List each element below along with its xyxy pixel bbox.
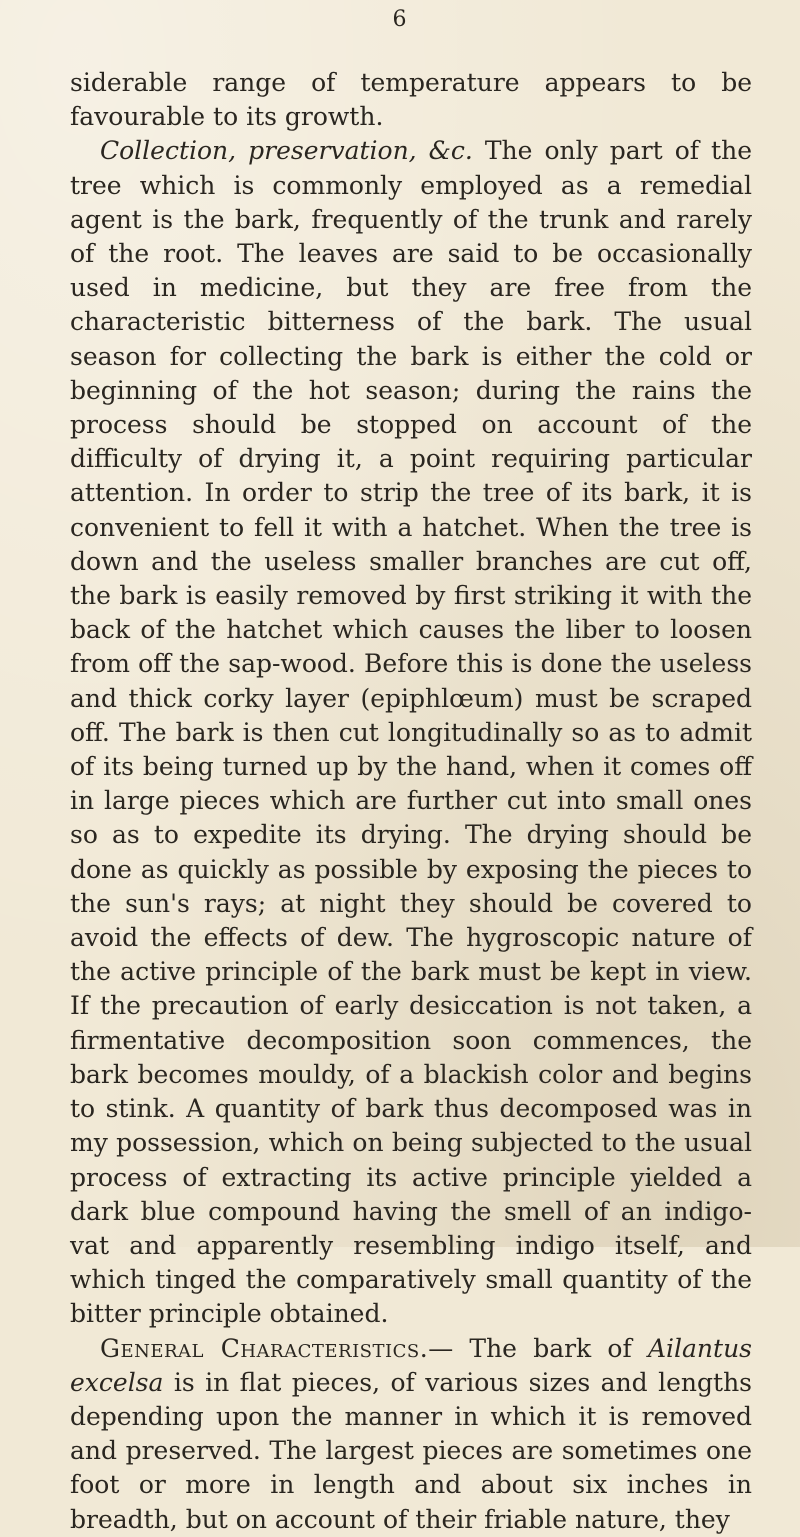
paragraph-text: siderable range of temperature appears to be favourable to its growth. bbox=[70, 68, 752, 132]
paragraph-collection bbox=[70, 134, 752, 1331]
paragraph-continuation bbox=[70, 66, 752, 134]
species-name: Ailantus excelsa bbox=[70, 1333, 752, 1397]
paragraph-general-characteristics bbox=[70, 1332, 752, 1537]
section-heading-collection: Collection, preservation, &c. bbox=[100, 136, 473, 166]
page-number: 6 bbox=[392, 7, 408, 32]
paragraph-text: is in flat pieces, of various sizes and lengths depending upon the manner in which it is removed and preserved. The largest pieces are sometimes one foot or more in length and about six inches in breadth, but on account of their friable nature, they bbox=[70, 1367, 752, 1534]
paragraph-text-lead: — The bark of bbox=[428, 1333, 648, 1363]
body-text bbox=[70, 66, 752, 1537]
section-heading-general-characteristics: General Characteristics. bbox=[100, 1333, 429, 1363]
paragraph-text: The only part of the tree which is commonly employed as a remedial agent is the bark, frequently of the trunk and rarely of the root. The leaves are said to be occasionally used in medicine, but they are free from the characteristic bitterness of the bark. The usual season for collecting the bark is either the cold or beginning of the hot season; during the rains the process should be stopped on account of the difficulty of drying it, a point requiring particular attention. In order to strip the tree of its bark, it is convenient to fell it with a hatchet. When the tree is down and the useless smaller branches are cut off, the bark is easily removed by first striking it with the back of the hatchet which causes the liber to loosen from off the sap-wood. Before this is done the useless and thick corky layer (epiphlœum) must be scraped off. The bark is then cut longitudinally so as to admit of its being turned up by the hand, when it comes off in large pieces which are further cut into small ones so as to expedite its drying. The drying should be done as quickly as possible by exposing the pieces to the sun's rays; at night they should be covered to avoid the effects of dew. The hygroscopic nature of the active principle of the bark must be kept in view. If the precaution of early desiccation is not taken, a firmentative decomposition soon commences, the bark becomes mouldy, of a blackish color and begins to stink. A quantity of bark thus decomposed was in my possession, which on being subjected to the usual process of extracting its active principle yielded a dark blue compound having the smell of an indigo-vat and apparently resembling indigo itself, and which tinged the comparatively small quantity of the bitter principle obtained. bbox=[70, 136, 752, 1329]
